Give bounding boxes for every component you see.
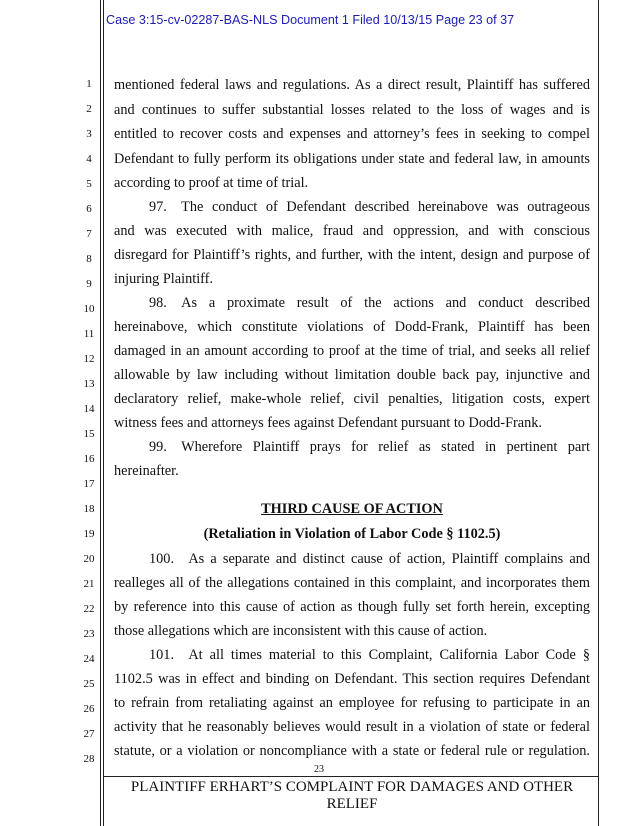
- body-line: and continues to suffer substantial losses related to the loss of wages and is: [114, 102, 590, 118]
- body-line: according to proof at time of trial.: [114, 175, 309, 191]
- page-number: 23: [314, 764, 324, 775]
- paragraph-98-start: 98. As a proximate result of the actions and conduct described: [149, 295, 590, 311]
- line-number: 22: [83, 603, 95, 615]
- line-number: 2: [86, 103, 92, 115]
- paragraph-99-start: 99. Wherefore Plaintiff prays for relief as stated in pertinent part: [149, 439, 590, 455]
- line-number: 1: [86, 78, 92, 90]
- footer-title-line-1: PLAINTIFF ERHART’S COMPLAINT FOR DAMAGES AND OTHER: [130, 779, 574, 795]
- line-number: 25: [83, 678, 95, 690]
- line-number: 13: [83, 378, 95, 390]
- body-line: to refrain from retaliating against an employee for refusing to participate in an: [114, 695, 590, 711]
- line-number: 26: [83, 703, 95, 715]
- line-number: 15: [83, 428, 95, 440]
- body-line: by reference into this cause of action as though fully set forth herein, excepting: [114, 599, 590, 615]
- body-line: activity that he reasonably believes would result in a violation of state or federal: [114, 719, 590, 735]
- body-line: witness fees and attorneys fees against Defendant pursuant to Dodd-Frank.: [114, 415, 542, 431]
- body-line: entitled to recover costs and expenses and attorney’s fees in seeking to compel: [114, 126, 590, 142]
- footer-rule: [104, 776, 598, 777]
- body-line: hereinabove, which constitute violations of Dodd-Frank, Plaintiff has been: [114, 319, 590, 335]
- paragraph-97-start: 97. The conduct of Defendant described hereinabove was outrageous: [149, 199, 590, 215]
- line-number: 10: [83, 303, 95, 315]
- paragraph-101-start: 101. At all times material to this Complaint, California Labor Code §: [149, 647, 590, 663]
- line-number: 3: [86, 128, 92, 140]
- footer-title-line-2: RELIEF: [326, 796, 378, 812]
- body-line: mentioned federal laws and regulations. As a direct result, Plaintiff has suffered: [114, 77, 590, 93]
- right-margin-rule: [598, 0, 599, 826]
- line-number: 17: [83, 478, 95, 490]
- left-margin-rule-outer: [100, 0, 101, 826]
- line-number: 9: [86, 278, 92, 290]
- line-number: 24: [83, 653, 95, 665]
- body-line: 1102.5 was in effect and binding on Defendant. This section requires Defendant: [114, 671, 590, 687]
- section-subheading: (Retaliation in Violation of Labor Code § 1102.5): [203, 526, 501, 542]
- line-number: 20: [83, 553, 95, 565]
- body-line: declaratory relief, make-whole relief, civil penalties, litigation costs, expert: [114, 391, 590, 407]
- body-line: statute, or a violation or noncompliance with a state or federal rule or regulation.: [114, 743, 590, 759]
- line-number: 27: [83, 728, 95, 740]
- case-header: Case 3:15-cv-02287-BAS-NLS Document 1 Filed 10/13/15 Page 23 of 37: [106, 13, 515, 27]
- line-number: 6: [86, 203, 92, 215]
- line-number: 14: [83, 403, 95, 415]
- body-line: those allegations which are inconsistent with this cause of action.: [114, 623, 488, 639]
- line-number: 12: [83, 353, 95, 365]
- section-heading: THIRD CAUSE OF ACTION: [261, 501, 443, 517]
- line-number: 21: [83, 578, 95, 590]
- body-line: hereinafter.: [114, 463, 179, 479]
- paragraph-100-start: 100. As a separate and distinct cause of action, Plaintiff complains and: [149, 551, 590, 567]
- body-line: damaged in an amount according to proof at the time of trial, and seeks all relief: [114, 343, 590, 359]
- body-line: realleges all of the allegations contained in this complaint, and incorporates them: [114, 575, 590, 591]
- line-number: 18: [83, 503, 95, 515]
- line-number: 19: [83, 528, 95, 540]
- line-number: 28: [83, 753, 95, 765]
- body-line: disregard for Plaintiff’s rights, and further, with the intent, design and purpose of: [114, 247, 590, 263]
- line-number: 11: [83, 328, 95, 340]
- line-number: 5: [86, 178, 92, 190]
- body-line: Defendant to fully perform its obligations under state and federal law, in amounts: [114, 151, 590, 167]
- line-number: 23: [83, 628, 95, 640]
- left-margin-rule-inner: [103, 0, 104, 826]
- line-number: 4: [86, 153, 92, 165]
- line-number: 16: [83, 453, 95, 465]
- line-number: 8: [86, 253, 92, 265]
- body-line: injuring Plaintiff.: [114, 271, 214, 287]
- body-line: and was executed with malice, fraud and oppression, and with conscious: [114, 223, 590, 239]
- body-line: allowable by law including without limitation double back pay, injunctive and: [114, 367, 590, 383]
- line-number: 7: [86, 228, 92, 240]
